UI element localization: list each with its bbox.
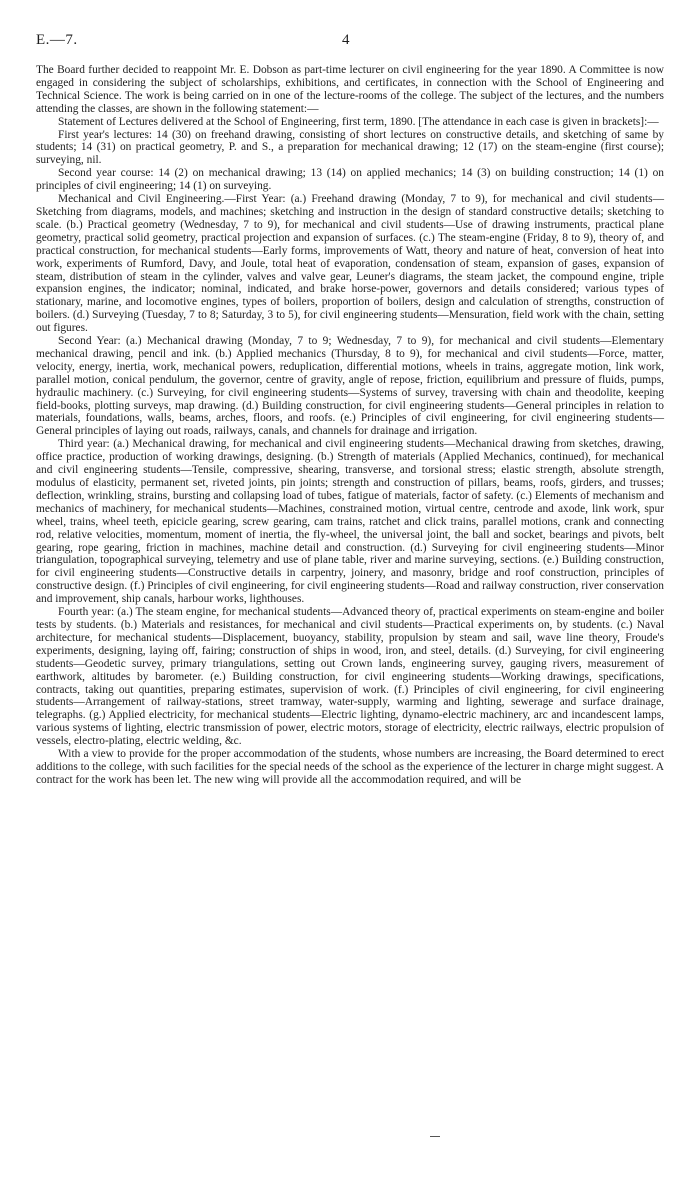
page-number: 4	[342, 32, 350, 48]
paragraph-first-year-lectures: First year's lectures: 14 (30) on freehand drawing, consisting of short lectures on constructive details, and sketching of same by students; 14 (31) on practical geometry, P. and S., a preparation for mechanical drawing; 12 (17) on the steam-engine (first course); surveying, nil.	[36, 128, 664, 167]
body-text	[36, 64, 664, 787]
paragraph-second-year-syllabus: Second Year: (a.) Mechanical drawing (Monday, 7 to 9; Wednesday, 7 to 9), for mechanical and civil students—Elementary mechanical drawing, pencil and ink. (b.) Applied mechanics (Thursday, 8 to 9), for mechanical and civil students—Force, matter, velocity, energy, inertia, work, mechanical powers, reduplication, differential motions, wheels in trains, aggregate motion, link work, parallel motion, conical pendulum, the governor, centre of gravity, angle of repose, friction, equilibrium and pressure of fluids, pumps, hydraulic machinery. (c.) Surveying, for civil engineering students—Systems of survey, traversing with chain and theodolite, keeping field-books, plotting surveys, map drawing. (d.) Building construction, for civil engineering students—General principles in relation to materials, foundations, walls, beams, arches, floors, and roofs. (e.) Principles of civil engineering, for civil engineering students—General principles of laying out roads, railways, canals, and channels for drainage and irrigation.	[36, 335, 664, 438]
paragraph-board-decision: The Board further decided to reappoint Mr. E. Dobson as part-time lecturer on civil engineering for the year 1890. A Committee is now engaged in considering the subject of scholarships, exhibitions, and certificates, in connection with the School of Engineering and Technical Science. The work is being carried on in one of the lecture-rooms of the college. The subject of the lectures, and the numbers attending the classes, are shown in the following statement:—	[36, 64, 664, 115]
paragraph-third-year-syllabus: Third year: (a.) Mechanical drawing, for mechanical and civil engineering students—Mechanical drawing from sketches, drawing, office practice, production of working drawings, designing. (b.) Strength of materials (Applied Mechanics, continued), for mechanical and civil engineering students—Tensile, compressive, shearing, transverse, and torsional stress; elastic strength, absolute strength, modulus of elasticity, permanent set, riveted joints, pin joints; strength and construction of pillars, beams, roofs, girders, and trusses; deflection, wrinkling, strains, bursting and collapsing load of tubes, fatigue of materials, factor of safety. (c.) Elements of mechanism and mechanics of machinery, for mechanical students—Machines, constrained motion, virtual centre, centrode and axode, link work, spur wheel, trains, wheel teeth, epicicle gearing, screw gearing, cam trains, ratchet and click trains, parallel motions, crank and connecting rod, relative velocities, momentum, moment of inertia, the fly-wheel, the universal joint, the ball and socket, bearings and pivots, belt gearing, rope gearing, friction in machines, machine detail and construction. (d.) Surveying for civil engineering students—Minor triangulation, topographical surveying, telemetry and use of plane table, river and marine surveying, sections. (e.) Building construction, for civil engineering students—Constructive details in carpentry, joinery, and masonry, bridge and roof construction, principles of constructive design. (f.) Principles of civil engineering, for civil engineering students—Road and railway construction, river conservation and improvement, ship canals, harbour works, lighthouses.	[36, 438, 664, 606]
paragraph-fourth-year-syllabus: Fourth year: (a.) The steam engine, for mechanical students—Advanced theory of, practical experiments on steam-engine and boiler tests by students. (b.) Materials and resistances, for mechanical and civil students—Practical experiments on, by students. (c.) Naval architecture, for mechanical students—Displacement, buoyancy, stability, propulsion by steam and sail, wave line theory, Froude's experiments, designing, laying off, fairing; construction of ships in wood, iron, and steel, details. (d.) Surveying, for civil engineering students—Geodetic survey, primary triangulations, setting out Crown lands, engineering survey, gauging rivers, measurement of earthwork, altitudes by barometer. (e.) Building construction, for civil engineering students—Working drawings, specifications, contracts, taking out quantities, preparing estimates, supervision of work. (f.) Principles of civil engineering, for civil engineering students—Arrangement of railway-stations, street tramway, water-supply, warming and lighting, sewerage and surface drainage, telegraphs. (g.) Applied electricity, for mechanical students—Electric lighting, dynamo-electric machinery, arc and incandescent lamps, various systems of lighting, electric transmission of power, electric motors, storage of electricity, electric railways, electric propulsion of vessels, electro-plating, electric welding, &c.	[36, 606, 664, 748]
paragraph-accommodation: With a view to provide for the proper accommodation of the students, whose numbers are increasing, the Board determined to erect additions to the college, with such facilities for the special needs of the school as the experience of the lecturer in charge might suggest. A contract for the work has been let. The new wing will provide all the accommodation required, and will be	[36, 748, 664, 786]
paragraph-second-year-course: Second year course: 14 (2) on mechanical drawing; 13 (14) on applied mechanics; 14 (3) on building construction; 14 (1) on principles of civil engineering; 14 (1) on surveying.	[36, 167, 664, 193]
paragraph-statement-heading: Statement of Lectures delivered at the School of Engineering, first term, 1890. [The attendance in each case is given in brackets]:—	[58, 115, 659, 128]
page-reference: E.—7.	[36, 32, 78, 48]
page-mark-divider	[430, 1136, 440, 1137]
paragraph-first-year-syllabus: Mechanical and Civil Engineering.—First Year: (a.) Freehand drawing (Monday, 7 to 9), for mechanical and civil students—Sketching from diagrams, models, and machines; sketching and instruction in the design of standard constructive details; sketching to scale. (b.) Practical geometry (Wednesday, 7 to 9), for mechanical and civil students—Use of drawing instruments, practical plane geometry, practical solid geometry, practical projection and expansion of surfaces. (c.) The steam-engine (Friday, 8 to 9), theory of, and practical construction, for mechanical students—Early forms, improvements of Watt, theory and nature of heat, conversion of heat into work, experiments of Rumford, Davy, and Joule, total heat of evaporation, condensation of steam, expansion of gases, expansion of steam, distribution of steam in the cylinder, valves and valve gear, Leuner's diagrams, the steam jacket, the compound engine, triple expansion engines, the indicator; nominal, indicated, and brake horse-power, governors and details considered; various types of stationary, marine, and locomotive engines, types of boilers, proportion of boilers, design and calculation of strengths, construction of boilers. (d.) Surveying (Tuesday, 7 to 8; Saturday, 3 to 5), for civil engineering students—Mensuration, field work with the chain, setting out figures.	[36, 193, 664, 335]
